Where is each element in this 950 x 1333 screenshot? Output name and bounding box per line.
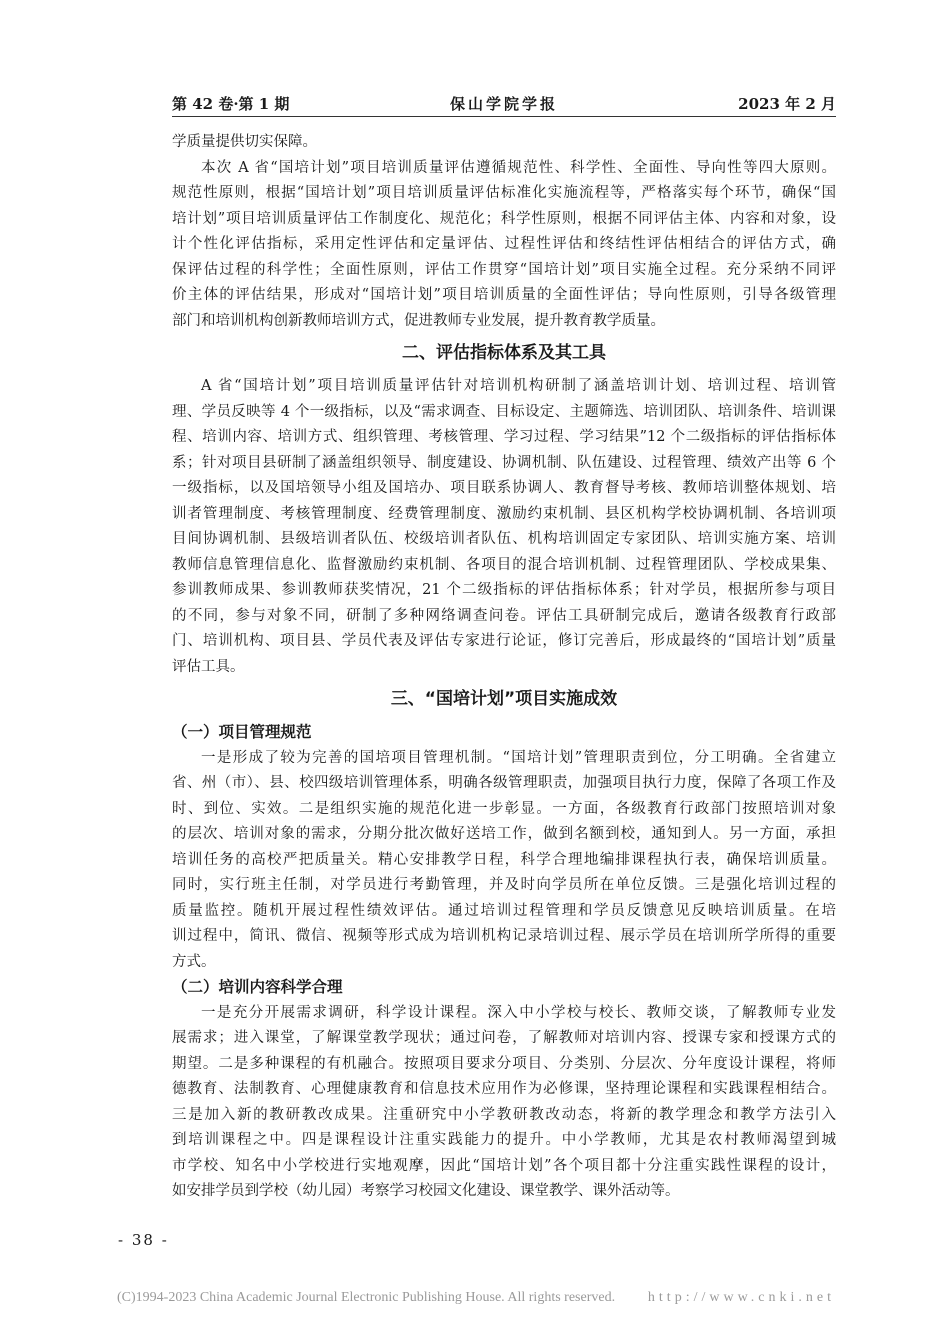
body-line: 教师信息管理信息化、监督激励约束机制、各项目的混合培训机制、过程管理团队、学校成果集、 [172,556,836,573]
body-line: 价主体的评估结果，形成对“国培计划”项目培训质量的全面性评估；导向性原则，引导各级管理 [172,287,836,303]
body-line: 参训教师成果、参训教师获奖情况，21 个二级指标的评估指标体系；针对学员，根据所参与项目 [172,582,836,598]
body-line: 部门和培训机构创新教师培训方式，促进教师专业发展，提升教育教学质量。 [172,312,665,329]
body-line: 系；针对项目县研制了涵盖组织领导、制度建设、协调机制、队伍建设、过程管理、绩效产出等 6 个 [172,454,836,471]
body-line: 门、培训机构、项目县、学员代表及评估专家进行论证，修订完善后，形成最终的“国培计划”质量 [172,633,836,649]
journal-issue: 第 42 卷·第 1 期 [172,95,290,113]
paragraph-management [172,746,836,976]
body-line: 理、学员反映等 4 个一级指标，以及“需求调查、目标设定、主题筛选、培训团队、培训条件、培训课 [172,403,836,420]
page-number: - 38 - [118,1231,169,1249]
paragraph-continued [172,130,836,156]
body-line: 培计划”项目培训质量评估工作制度化、规范化；科学性原则，根据不同评估主体、内容和对象，设 [172,210,836,227]
body-line: 一是形成了较为完善的国培项目管理机制。“国培计划”管理职责到位，分工明确。全省建立 [201,749,836,766]
body-line: 期望。二是多种课程的有机融合。按照项目要求分项目、分类别、分层次、分年度设计课程，将师 [172,1055,836,1072]
subsection-heading: （二）培训内容科学合理 [172,978,343,996]
body-line: 德教育、法制教育、心理健康教育和信息技术应用作为必修课，坚持理论课程和实践课程相结合。 [172,1081,836,1097]
paragraph-indicators [172,374,836,680]
paragraph-principles [172,156,836,335]
body-line: 的不同，参与对象不同，研制了多种网络调查问卷。评估工具研制完成后，邀请各级教育行政部 [172,607,836,624]
body-line: 训者管理制度、考核管理制度、经费管理制度、激励约束机制、县区机构学校协调机制、各培训项 [172,505,836,522]
watermark-url: http://www.cnki.net [647,1290,835,1305]
body-line: 培训任务的高校严把质量关。精心安排教学日程，科学合理地编排课程执行表，确保培训质量。 [172,851,836,868]
body-line: A 省“国培计划”项目培训质量评估针对培训机构研制了涵盖培训计划、培训过程、培训管 [201,378,836,394]
paragraph-content [172,1001,836,1205]
article-body [172,130,836,1205]
section-heading: 二、评估指标体系及其工具 [402,343,606,364]
body-line: 训过程中，简讯、微信、视频等形式成为培训机构记录培训过程、展示学员在培训所学所得的重要 [172,928,836,944]
journal-title: 保山学院学报 [449,95,559,113]
body-line: 规范性原则，根据“国培计划”项目培训质量评估标准化实施流程等，严格落实每个环节，确保“国 [172,185,836,201]
body-line: 的层次、培训对象的需求，分期分批次做好送培工作，做到名额到校，通知到人。另一方面，承担 [172,826,836,842]
body-line: 保评估过程的科学性；全面性原则，评估工作贯穿“国培计划”项目实施全过程。充分采纳不同评 [172,261,836,278]
subsection-heading: （一）项目管理规范 [172,723,312,741]
copyright-text: (C)1994-2023 China Academic Journal Electronic Publishing House. All rights reserved. [117,1290,616,1305]
body-line: 质量监控。随机开展过程性绩效评估。通过培训过程管理和学员反馈意见反映培训质量。在培 [172,902,836,919]
body-line: 到培训课程之中。四是课程设计注重实践能力的提升。中小学教师，尤其是农村教师渴望到城 [172,1132,836,1148]
body-line: 时、到位、实效。二是组织实施的规范化进一步彰显。一方面，各级教育行政部门按照培训对象 [172,800,836,817]
body-line: 展需求；进入课堂，了解课堂教学现状；通过问卷，了解教师对培训内容、授课专家和授课方式的 [172,1030,836,1046]
body-line: 省、州（市）、县、校四级培训管理体系，明确各级管理职责，加强项目执行力度，保障了各项工作及 [172,775,836,791]
body-line: 计个性化评估指标，采用定性评估和定量评估、过程性评估和终结性评估相结合的评估方式，确 [172,236,836,252]
body-line: 方式。 [172,953,216,970]
body-line: 市学校、知名中小学校进行实地观摩，因此“国培计划”各个项目都十分注重实践性课程的设计， [172,1157,836,1174]
body-line: 本次 A 省“国培计划”项目培训质量评估遵循规范性、科学性、全面性、导向性等四大原则。 [201,159,836,176]
body-line: 同时，实行班主任制，对学员进行考勤管理，并及时向学员所在单位反馈。三是强化培训过程的 [172,877,836,893]
copyright-watermark [117,1288,835,1308]
body-line: 评估工具。 [172,658,245,675]
publication-date: 2023 年 2 月 [738,95,836,113]
body-line: 如安排学员到学校（幼儿园）考察学习校园文化建设、课堂教学、课外活动等。 [172,1183,680,1199]
body-line: 学质量提供切实保障。 [172,134,317,150]
body-line: 一是充分开展需求调研，科学设计课程。深入中小学校与校长、教师交谈，了解教师专业发 [201,1004,836,1021]
body-line: 一级指标，以及国培领导小组及国培办、项目联系协调人、教育督导考核、教师培训整体规划、培 [172,480,836,496]
section-heading: 三、“国培计划”项目实施成效 [390,689,618,710]
body-line: 三是加入新的教研教改成果。注重研究中小学教研教改动态，将新的教学理念和教学方法引入 [172,1106,836,1123]
body-line: 目间协调机制、县级培训者队伍、校级培训者队伍、机构培训固定专家团队、培训实施方案、培训 [172,531,836,547]
running-header [172,92,836,117]
body-line: 程、培训内容、培训方式、组织管理、考核管理、学习过程、学习结果”12 个二级指标的评估指标体 [172,429,836,445]
